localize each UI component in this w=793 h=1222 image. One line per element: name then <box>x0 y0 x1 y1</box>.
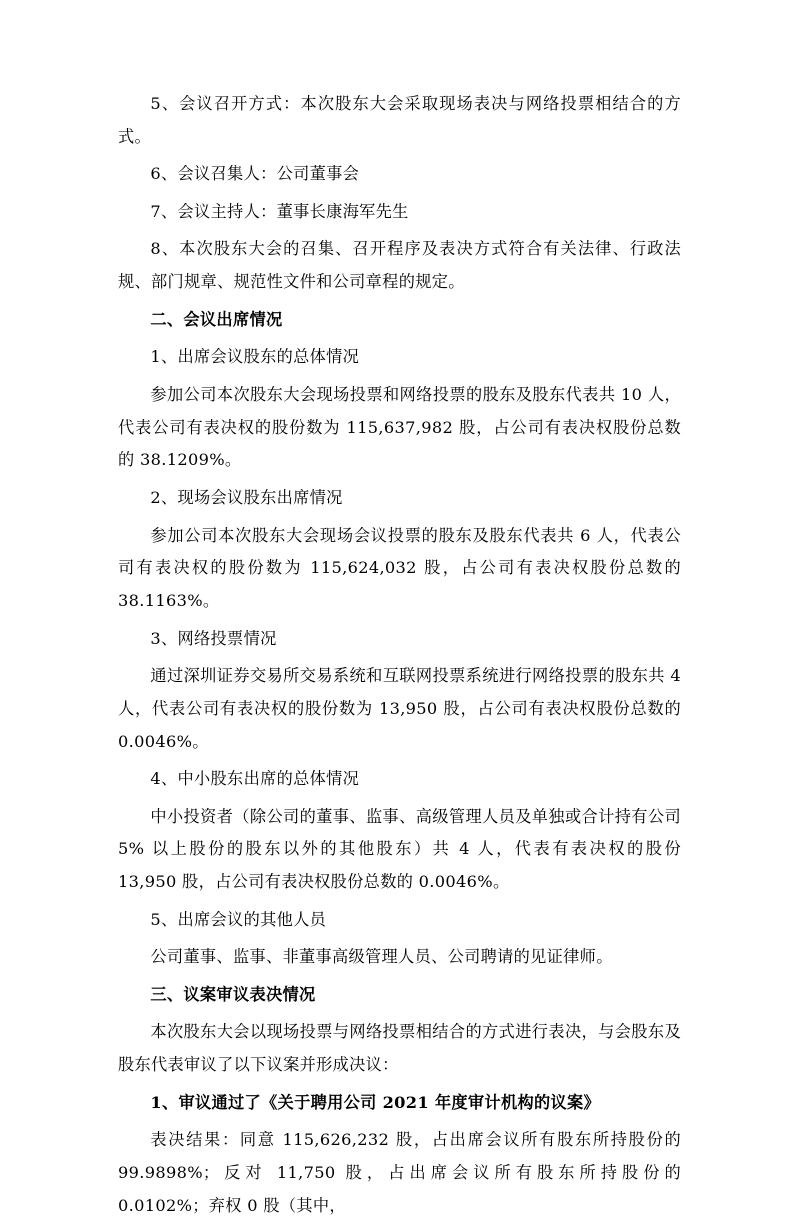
paragraph-onsite-label: 2、现场会议股东出席情况 <box>150 487 343 507</box>
document-body <box>118 88 681 1222</box>
paragraph-convener: 6、会议召集人：公司董事会 <box>150 164 360 184</box>
paragraph-others-label: 5、出席会议的其他人员 <box>150 909 327 929</box>
paragraph-meeting-method: 5、会议召开方式：本次股东大会采取现场表决与网络投票相结合的方式。 <box>118 94 681 146</box>
section-heading-proposals: 三、议案审议表决情况 <box>150 984 316 1004</box>
proposal-1-vote-result: 表决结果：同意 115,626,232 股，占出席会议所有股东所持股份的 99.9898%；反对 11,750 股，占出席会议所有股东所持股份的 0.0102%；弃权 0 股（其中， <box>118 1130 681 1215</box>
paragraph-compliance: 8、本次股东大会的召集、召开程序及表决方式符合有关法律、行政法规、部门规章、规范性文件和公司章程的规定。 <box>118 239 681 292</box>
paragraph-online-label: 3、网络投票情况 <box>150 628 277 648</box>
paragraph-online-body: 通过深圳证券交易所交易系统和互联网投票系统进行网络投票的股东共 4 人，代表公司有表决权的股份数为 13,950 股，占公司有表决权股份总数的 0.0046%。 <box>118 666 681 751</box>
paragraph-overall-label: 1、出席会议股东的总体情况 <box>150 347 360 367</box>
paragraph-chairman: 7、会议主持人：董事长康海军先生 <box>150 201 409 221</box>
section-heading-attendance: 二、会议出席情况 <box>150 309 283 329</box>
paragraph-proposals-intro: 本次股东大会以现场投票与网络投票相结合的方式进行表决，与会股东及股东代表审议了以下议案并形成决议： <box>118 1022 681 1075</box>
proposal-1-heading: 1、审议通过了《关于聘用公司 2021 年度审计机构的议案》 <box>150 1092 601 1112</box>
paragraph-overall-body: 参加公司本次股东大会现场投票和网络投票的股东及股东代表共 10 人，代表公司有表决权的股份数为 115,637,982 股，占公司有表决权股份总数的 38.1209%。 <box>118 384 681 470</box>
paragraph-others-body: 公司董事、监事、非董事高级管理人员、公司聘请的见证律师。 <box>150 947 613 967</box>
paragraph-minority-label: 4、中小股东出席的总体情况 <box>150 769 360 789</box>
paragraph-minority-body: 中小投资者（除公司的董事、监事、高级管理人员及单独或合计持有公司 5% 以上股份的股东以外的其他股东）共 4 人，代表有表决权的股份 13,950 股，占公司有表决权股份总数的 0.0046%。 <box>118 806 681 892</box>
paragraph-onsite-body: 参加公司本次股东大会现场会议投票的股东及股东代表共 6 人，代表公司有表决权的股份数为 115,624,032 股，占公司有表决权股份总数的 38.1163%。 <box>118 525 681 610</box>
